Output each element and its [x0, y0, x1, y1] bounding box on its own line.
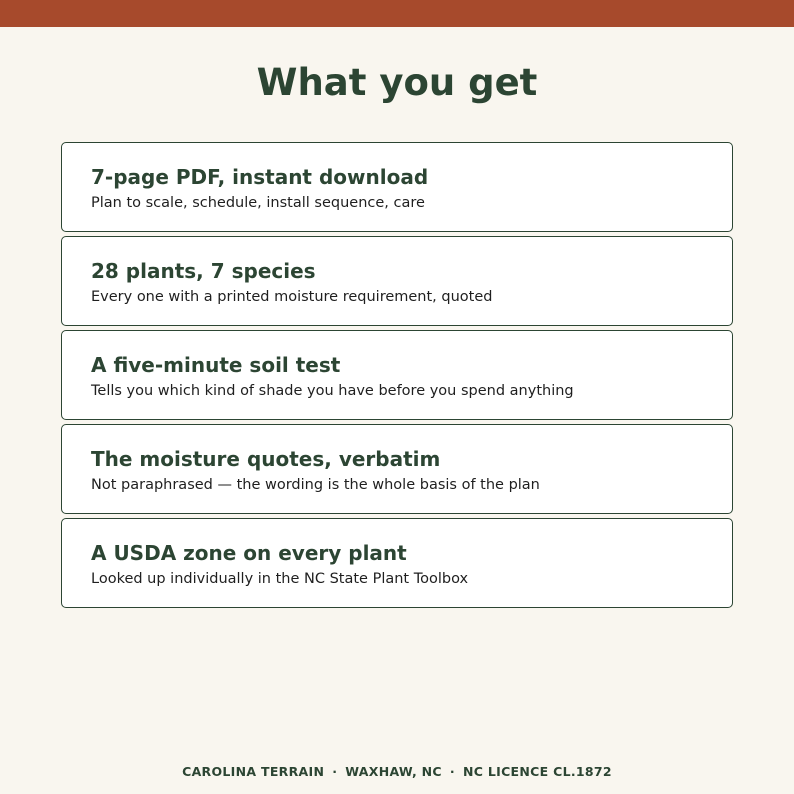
feature-card-soil-test [61, 330, 733, 420]
feature-description: Looked up individually in the NC State Plant Toolbox [91, 571, 469, 587]
feature-title: A five-minute soil test [91, 353, 341, 377]
page-title: What you get [256, 61, 538, 104]
footer [0, 764, 794, 780]
feature-title: The moisture quotes, verbatim [91, 447, 441, 471]
top-accent-bar [0, 0, 794, 27]
footer-location: WAXHAW, NC [345, 764, 442, 779]
feature-title: 7-page PDF, instant download [91, 165, 429, 189]
feature-description: Not paraphrased — the wording is the whole basis of the plan [91, 477, 540, 493]
footer-licence: NC LICENCE CL.1872 [462, 764, 612, 779]
footer-separator: · [332, 764, 338, 779]
feature-title: A USDA zone on every plant [91, 541, 407, 565]
feature-description: Plan to scale, schedule, install sequence, care [91, 195, 425, 211]
feature-description: Every one with a printed moisture requirement, quoted [91, 289, 493, 305]
footer-separator: · [449, 764, 455, 779]
feature-list [61, 142, 733, 612]
feature-card-usda-zone [61, 518, 733, 608]
feature-title: 28 plants, 7 species [91, 259, 316, 283]
feature-card-pdf [61, 142, 733, 232]
feature-description: Tells you which kind of shade you have before you spend anything [91, 383, 574, 399]
footer-company: CAROLINA TERRAIN [182, 764, 325, 779]
feature-card-moisture-quotes [61, 424, 733, 514]
feature-card-plants [61, 236, 733, 326]
